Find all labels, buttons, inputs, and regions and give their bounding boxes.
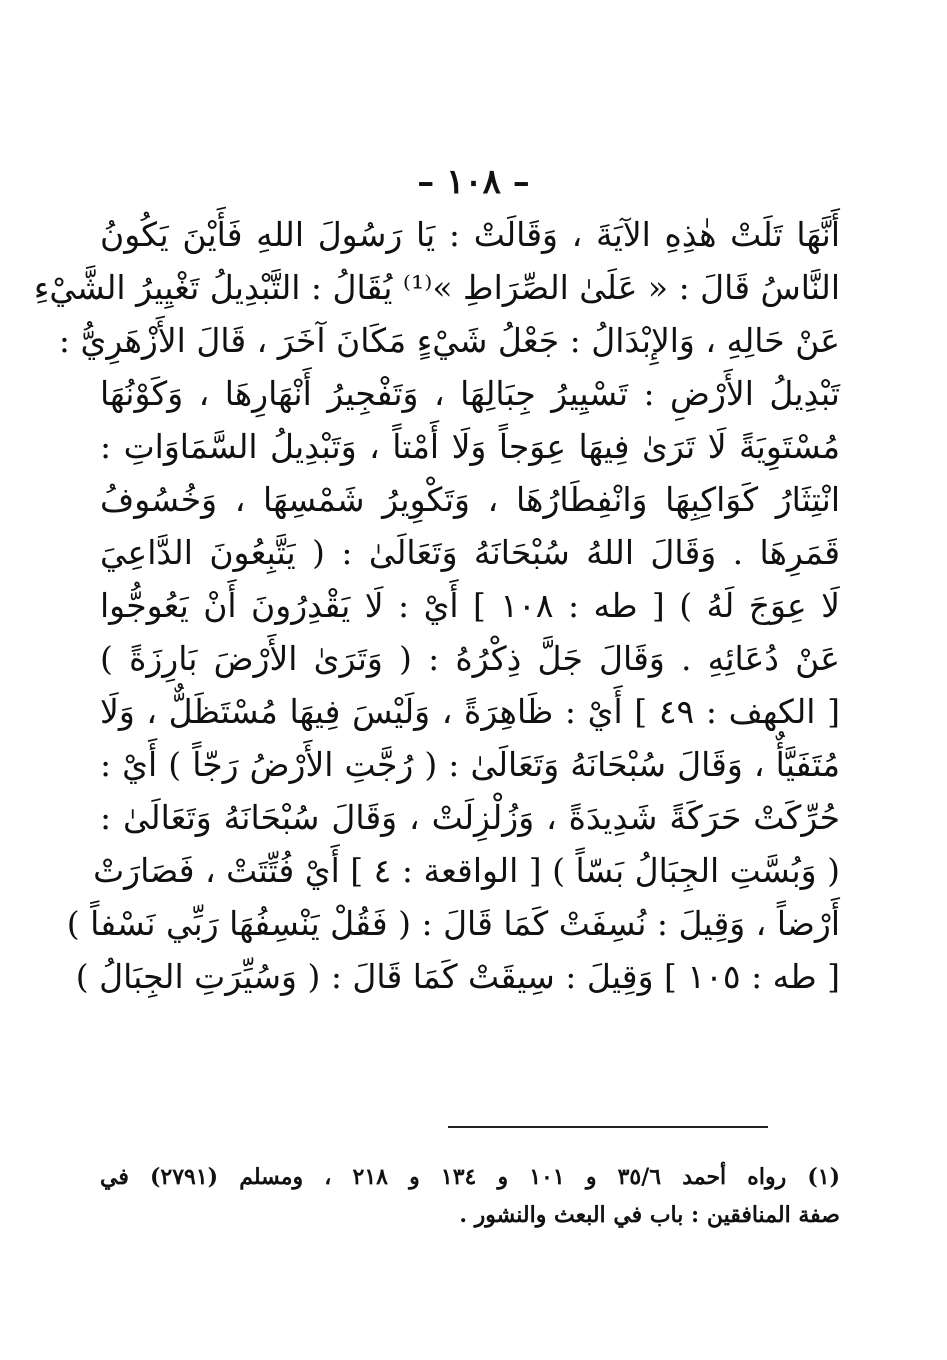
text-line: عَنْ دُعَائِهِ . وَقَالَ جَلَّ ذِكْرُهُ : ( وَتَرَىٰ الأَرْضَ بَارِزَةً ) <box>100 639 840 678</box>
text-line: لَا عِوَجَ لَهُ ) [ طه : ١٠٨ ] أَيْ : لَا يَقْدِرُونَ أَنْ يَعُوجُّوا <box>100 586 840 625</box>
footnote-line: (١) رواه أحمد ٣٥/٦ و ١٠١ و ١٣٤ و ٢١٨ ، ومسلم (٢٧٩١) في <box>100 1164 840 1190</box>
text-line: النَّاسُ قَالَ : « عَلَىٰ الصِّرَاطِ »⁽¹⁾ يُقَالُ : التَّبْدِيلُ تَغْيِيرُ الشَّيْءِ <box>33 268 840 307</box>
main-text <box>33 208 840 1003</box>
footnotes <box>100 1158 840 1234</box>
text-line: مُسْتَوِيَةً لَا تَرَىٰ فِيهَا عِوَجاً وَلَا أَمْتاً ، وَتَبْدِيلُ السَّمَاوَاتِ : <box>100 427 840 466</box>
footnote-separator <box>448 1126 768 1128</box>
text-line: أَنَّهَا تَلَتْ هٰذِهِ الآيَةَ ، وَقَالَتْ : يَا رَسُولَ اللهِ فَأَيْنَ يَكُونُ <box>100 215 840 254</box>
text-line: قَمَرِهَا . وَقَالَ اللهُ سُبْحَانَهُ وَتَعَالَىٰ : ( يَتَّبِعُونَ الدَّاعِيَ <box>100 533 840 572</box>
text-line: تَبْدِيلُ الأَرْضِ : تَسْيِيرُ جِبَالِهَا ، وَتَفْجِيرُ أَنْهَارِهَا ، وَكَوْنُهَا <box>100 374 840 413</box>
text-line: أَرْضاً ، وَقِيلَ : نُسِفَتْ كَمَا قَالَ : ( فَقُلْ يَنْسِفُهَا رَبِّي نَسْفاً ) <box>66 904 840 943</box>
text-line: [ طه : ١٠٥ ] وَقِيلَ : سِيقَتْ كَمَا قَالَ : ( وَسُيِّرَتِ الجِبَالُ ) <box>75 957 840 996</box>
text-line: عَنْ حَالِهِ ، وَالإِبْدَالُ : جَعْلُ شَيْءٍ مَكَانَ آخَرَ ، قَالَ الأَزْهَرِيُّ : <box>58 321 840 360</box>
text-line: حُرِّكَتْ حَرَكَةً شَدِيدَةً ، وَزُلْزِلَتْ ، وَقَالَ سُبْحَانَهُ وَتَعَالَىٰ : <box>100 798 840 837</box>
footnote-line: صفة المنافقين : باب في البعث والنشور . <box>459 1202 840 1228</box>
text-line: [ الكهف : ٤٩ ] أَيْ : ظَاهِرَةً ، وَلَيْسَ فِيهَا مُسْتَظَلٌّ ، وَلَا <box>100 692 840 731</box>
text-line: ( وَبُسَّتِ الجِبَالُ بَسّاً ) [ الواقعة : ٤ ] أَيْ فُتِّتَتْ ، فَصَارَتْ <box>93 851 840 890</box>
text-line: انْتِثَارُ كَوَاكِبِهَا وَانْفِطَارُهَا ، وَتَكْوِيرُ شَمْسِهَا ، وَخُسُوفُ <box>100 480 840 519</box>
text-line: مُتَفَيَّأٌ ، وَقَالَ سُبْحَانَهُ وَتَعَالَىٰ : ( رُجَّتِ الأَرْضُ رَجّاً ) أَيْ : <box>100 745 840 784</box>
page-number: – ١٠٨ – <box>417 162 530 202</box>
